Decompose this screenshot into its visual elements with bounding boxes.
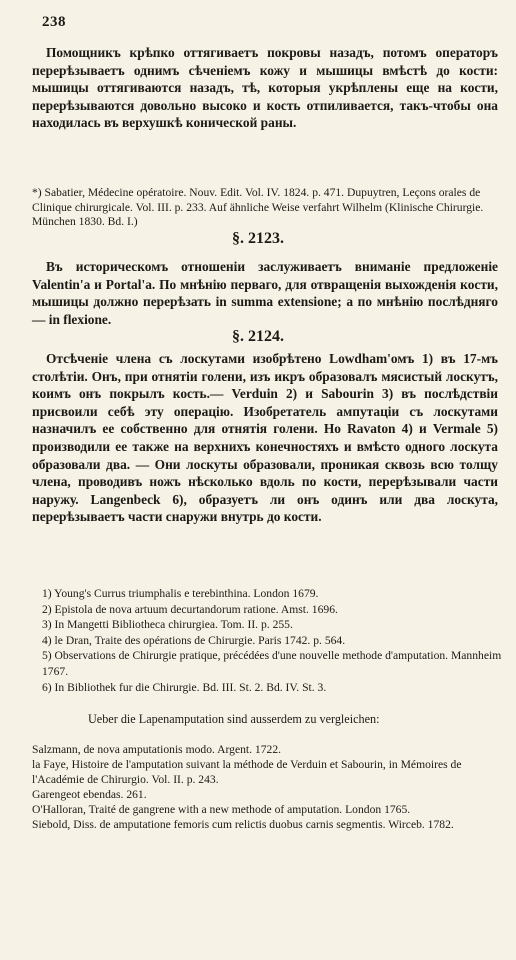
reference-item: Garengeot ebendas. 261. [32,788,147,801]
footnote-item: 6) In Bibliothek fur die Chirurgie. Bd. III. St. 2. Bd. IV. St. 3. [42,680,327,694]
footnote-item: 5) Observations de Chirurgie pratique, précédées d'une nouvelle methode d'amputation. Mannheim 1767. [42,649,502,678]
paragraph-historical-note: Въ историческомъ отношенiи заслуживаетъ вниманiе предложенiе Valentin'а и Portal'а. По мнѣнiю перваго, для отвращенiя выхожденiя кости, мышицы должно перерѣзать in summa extensione; а по мнѣнiю послѣдняго — in flexione. [32,259,498,327]
paragraph-flap-amputation: Отсѣченiе члена съ лоскутами изобрѣтено Lowdham'омъ 1) въ 17-мъ столѣтiи. Онъ, при отнятiи голени, изъ икръ образовалъ мясистый лоскутъ, коимъ онъ покрылъ кость.— Verduin 2) и Sabourin 3) въ послѣдствiи присвоили себѣ эту операцiю. Изобретатель ампутацiи съ лоскутами назначилъ ее собственно для отнятiя голени. Но Ravaton 4) и Vermale 5) производили ее также на верхнихъ конечностяхъ и вмѣсто одного лоскута образовали два. — Они лоскуты образовали, проникая сквозь всю толщу члена, проводивъ ножъ нѣсколько вдоль по кости, перерѣзывали части наружу. Langenbeck 6), образуетъ ли онъ одинъ или два лоскута, перерѣзываетъ части снаружи внутрь до кости. [32,351,498,525]
section-heading-2124: §. 2124. [232,328,284,345]
reference-item: Salzmann, de nova amputationis modo. Argent. 1722. [32,743,282,756]
reference-item: la Faye, Histoire de l'amputation suivant la méthode de Verduin et Sabourin, in Mémoires de l'Académie de Chirurgio. Vol. II. p. 243. [32,758,462,786]
reference-list [32,742,498,832]
footnote-item: 2) Epistola de nova artuum decurtandorum ratione. Amst. 1696. [42,602,338,616]
footnote-list [42,586,502,695]
reference-item: O'Halloran, Traité de gangrene with a new methode of amputation. London 1765. [32,803,411,816]
note-heading: Ueber die Lapenamputation sind ausserdem zu vergleichen: [88,712,380,726]
footnote-item: 4) le Dran, Traite des opérations de Chirurgie. Paris 1742. p. 564. [42,633,346,647]
footnote-item: 1) Young's Currus triumphalis e terebinthina. London 1679. [42,587,319,600]
footnote-item: 3) In Mangetti Bibliotheca chirurgiea. Tom. II. p. 255. [42,618,293,632]
reference-item: Siebold, Diss. de amputatione femoris cum relictis duobus carnis segmentis. Wirceb. 1782. [32,818,454,831]
paragraph-operation-description: Помощникъ крѣпко оттягиваетъ покровы назадъ, потомъ операторъ перерѣзываетъ однимъ сѣченiемъ кожу и мышицы вмѣстѣ до кости: мышицы оттягиваются назадъ, тѣ, которыя укрѣплены еще на кости, перерѣзываются довольно высоко и кость отпиливается, такъ-чтобы она находилась въ верхушкѣ коническoй раны. [32,45,498,131]
page-number: 238 [42,14,66,30]
footnote-sabatier: *) Sabatier, Médecine opératoire. Nouv. Edit. Vol. IV. 1824. p. 471. Dupuytren, Leçons orales de Clinique chirurgicale. Vol. III. p. 233. Auf ähnliche Weise verfahrt Wilhelm (Klinische Chirurgie. München 1830. Bd. I.) [32,186,484,229]
section-heading-2123: §. 2123. [232,230,284,247]
